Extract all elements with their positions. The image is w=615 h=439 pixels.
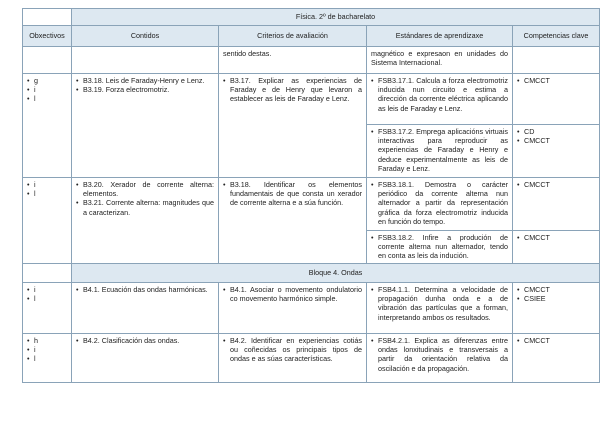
competencias-cell (513, 178, 600, 231)
criterio-cell (219, 283, 367, 334)
header-row (23, 26, 600, 47)
curriculum-table (22, 8, 600, 383)
criterio-cell (219, 334, 367, 383)
estandar-cell: magnético e expresaon en unidades do Sistema Internacional. (367, 47, 513, 74)
list-item: • FSB3.17.2. Emprega aplicacións virtuais interactivas para reproducir as experiencias de Faraday e Henry e deduce experimentalmente as leis de Faraday e Lenz. (371, 127, 508, 173)
list-item: • l (27, 94, 67, 103)
curriculum-table-wrapper (22, 8, 599, 383)
header-contidos: Contidos (72, 26, 219, 47)
estandar-cell (367, 74, 513, 125)
section-row (23, 264, 600, 283)
list-item: • B3.20. Xerador de corrente alterna: elementos. (76, 180, 214, 198)
competencias-cell (513, 125, 600, 178)
list-item: • i (27, 345, 67, 354)
estandar-cell (367, 178, 513, 231)
title-blank-cell (23, 9, 72, 26)
list-item: • l (27, 189, 67, 198)
cell-empty (23, 47, 72, 74)
list-item: • FSB4.1.1. Determina a velocidade de propagación dunha onda e a de vibración das partículas que a forman, interpretando ambos os resultados. (371, 285, 508, 322)
list-item: • CMCCT (517, 136, 595, 145)
header-estandares: Estándares de aprendizaxe (367, 26, 513, 47)
section-title: Bloque 4. Ondas (72, 264, 600, 283)
list-item: • CSIEE (517, 294, 595, 303)
list-item: • i (27, 85, 67, 94)
competencias-cell (513, 231, 600, 264)
list-item: • B4.1. Ecuación das ondas harmónicas. (76, 285, 214, 294)
cell-empty (72, 47, 219, 74)
estandar-cell (367, 283, 513, 334)
estandar-cell (367, 125, 513, 178)
list-item: • CD (517, 127, 595, 136)
list-item: • i (27, 285, 67, 294)
list-item: • B3.18. Leis de Faraday-Henry e Lenz. (76, 76, 214, 85)
contidos-cell (72, 334, 219, 383)
list-item: • B3.19. Forza electromotriz. (76, 85, 214, 94)
cell-empty (513, 47, 600, 74)
estandar-cell (367, 334, 513, 383)
list-item: • FSB3.18.1. Demostra o carácter periódico da corrente alterna nun alternador a partir da representación gráfica da forza electromotriz inducida en función do tempo. (371, 180, 508, 226)
list-item: • B3.17. Explicar as experiencias de Faraday e de Henry que levaron a establecer as leis de Faraday e Lenz. (223, 76, 362, 104)
title-row (23, 9, 600, 26)
list-item: • g (27, 76, 67, 85)
list-item: • CMCCT (517, 180, 595, 189)
list-item: • B3.18. Identificar os elementos fundamentais de que consta un xerador de corrente alterna e a súa función. (223, 180, 362, 208)
header-obxectivos: Obxectivos (23, 26, 72, 47)
list-item: • h (27, 336, 67, 345)
list-item: • CMCCT (517, 76, 595, 85)
header-competencias: Competencias clave (513, 26, 600, 47)
criterio-cell: sentido destas. (219, 47, 367, 74)
table-row (23, 47, 600, 74)
estandar-cell (367, 231, 513, 264)
competencias-cell (513, 74, 600, 125)
competencias-cell (513, 334, 600, 383)
table-row (23, 283, 600, 334)
table-row (23, 178, 600, 231)
contidos-cell (72, 74, 219, 178)
section-blank-cell (23, 264, 72, 283)
list-item: • B4.2. Clasificación das ondas. (76, 336, 214, 345)
header-criterios: Criterios de avaliación (219, 26, 367, 47)
table-row (23, 74, 600, 125)
obxectivos-cell (23, 334, 72, 383)
contidos-cell (72, 283, 219, 334)
list-item: • CMCCT (517, 233, 595, 242)
table-row (23, 334, 600, 383)
list-item: • l (27, 354, 67, 363)
list-item: • FSB3.18.2. Infire a produción de corrente alterna nun alternador, tendo en conta as leis da indución. (371, 233, 508, 261)
table-title: Física. 2º de bacharelato (72, 9, 600, 26)
obxectivos-cell (23, 283, 72, 334)
list-item: • CMCCT (517, 285, 595, 294)
criterio-cell (219, 74, 367, 178)
list-item: • B3.21. Corrente alterna: magnitudes que a caracterizan. (76, 198, 214, 216)
obxectivos-cell (23, 74, 72, 178)
contidos-cell (72, 178, 219, 264)
list-item: • i (27, 180, 67, 189)
obxectivos-cell (23, 178, 72, 264)
criterio-cell (219, 178, 367, 264)
competencias-cell (513, 283, 600, 334)
list-item: • FSB3.17.1. Calcula a forza electromotriz inducida nun circuito e estima a dirección da corrente eléctrica aplicando as leis de Faraday e Lenz. (371, 76, 508, 113)
list-item: • l (27, 294, 67, 303)
list-item: • B4.1. Asociar o movemento ondulatorio co movemento harmónico simple. (223, 285, 362, 303)
list-item: • FSB4.2.1. Explica as diferenzas entre ondas lonxitudinais e transversais a partir da orientación relativa da oscilación e da propagación. (371, 336, 508, 373)
list-item: • CMCCT (517, 336, 595, 345)
list-item: • B4.2. Identificar en experiencias cotiás ou coñecidas os principais tipos de ondas e as súas características. (223, 336, 362, 364)
